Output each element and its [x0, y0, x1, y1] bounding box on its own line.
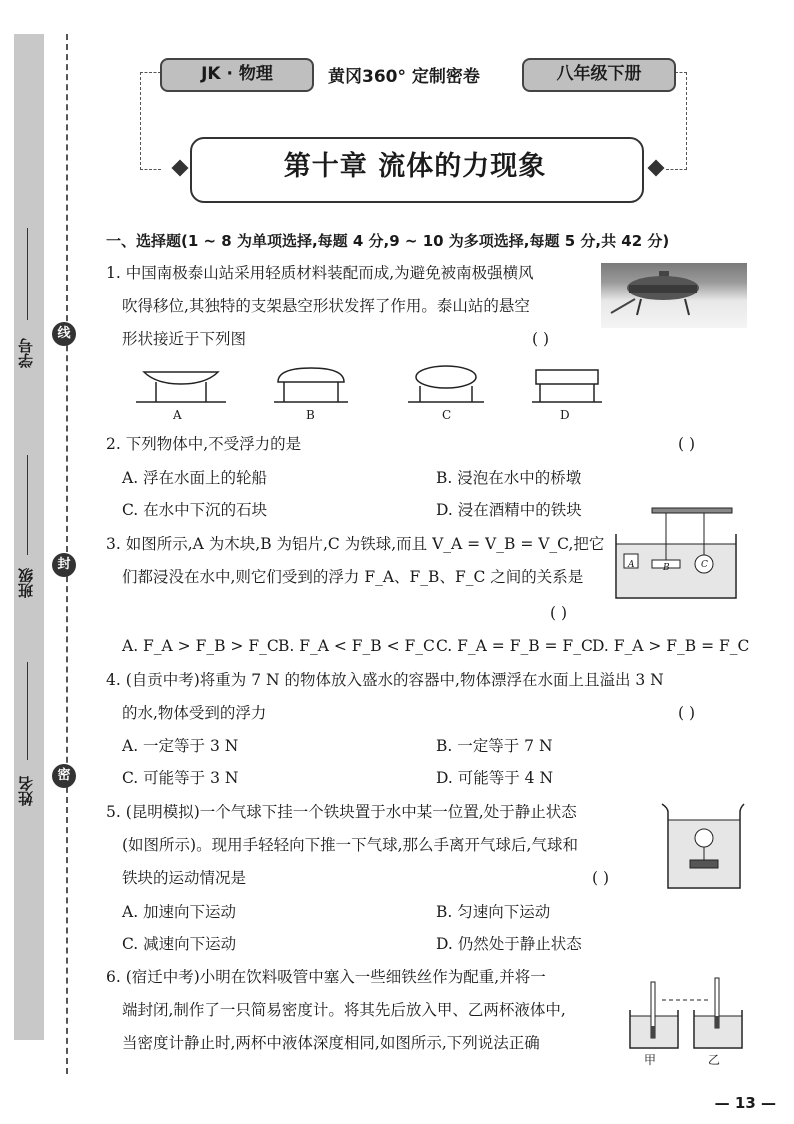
- binding-sidebar: [14, 34, 44, 1040]
- page-number: — 13 —: [714, 1094, 776, 1112]
- q3-figure: [614, 506, 738, 602]
- q5-option-d[interactable]: D. 仍然处于静止状态: [436, 935, 582, 953]
- student-id-label: 学号: [17, 338, 35, 368]
- name-blank[interactable]: [27, 662, 28, 760]
- q6-line-3: 当密度计静止时,两杯中液体深度相同,如图所示,下列说法正确: [122, 1034, 540, 1052]
- q5-option-b[interactable]: B. 匀速向下运动: [436, 903, 551, 921]
- subject-pill: JK · 物理: [160, 58, 314, 92]
- series-title: 黄冈360° 定制密卷: [328, 67, 480, 87]
- q4-option-a[interactable]: A. 一定等于 3 N: [122, 737, 239, 755]
- q3-option-c[interactable]: C. F_A = F_B = F_C: [436, 637, 593, 655]
- q5-line-2: (如图所示)。现用手轻轻向下推一下气球,那么手离开气球后,气球和: [122, 836, 578, 854]
- q5-answer-bracket[interactable]: ( ): [592, 869, 610, 887]
- q3-figure-label-a: A: [628, 560, 635, 570]
- q1-answer-bracket[interactable]: ( ): [532, 330, 550, 348]
- q1-shape-label-b: B: [306, 408, 315, 422]
- q6-figure: [628, 976, 748, 1052]
- q4-option-c[interactable]: C. 可能等于 3 N: [122, 769, 239, 787]
- chapter-title: 第十章 流体的力现象: [283, 151, 547, 182]
- q4-option-b[interactable]: B. 一定等于 7 N: [436, 737, 553, 755]
- q6-line-1: 6. (宿迁中考)小明在饮料吸管中塞入一些细铁丝作为配重,并将一: [106, 968, 546, 986]
- taishan-station-photo: [601, 263, 747, 328]
- left-diamond-icon: [172, 160, 189, 177]
- q2-option-a[interactable]: A. 浮在水面上的轮船: [122, 469, 268, 487]
- q3-option-b[interactable]: B. F_A < F_B < F_C: [278, 637, 435, 655]
- q1-line-2: 吹得移位,其独特的支架悬空形状发挥了作用。泰山站的悬空: [122, 297, 530, 315]
- q3-line-2: 们都浸没在水中,则它们受到的浮力 F_A、F_B、F_C 之间的关系是: [122, 568, 584, 586]
- seal-seal-mark: 封: [52, 553, 76, 577]
- section-title: 一、选择题(1 ~ 8 为单项选择,每题 4 分,9 ~ 10 为多项选择,每题 5 分,共 42 分): [106, 232, 670, 250]
- q4-line-1: 4. (自贡中考)将重为 7 N 的物体放入盛水的容器中,物体漂浮在水面上且溢出 3 N: [106, 671, 664, 689]
- q3-line-1: 3. 如图所示,A 为木块,B 为铝片,C 为铁球,而且 V_A = V_B = V_C,把它: [106, 535, 605, 553]
- taishan-station-icon: [601, 263, 747, 328]
- q1-shapes-figure: [136, 362, 636, 407]
- name-label: 姓名: [17, 776, 35, 806]
- q3-option-a[interactable]: A. F_A > F_B > F_C: [122, 637, 279, 655]
- header-bracket-left: [140, 72, 161, 170]
- q6-figure-label-jia: 甲: [644, 1053, 657, 1067]
- grade-pill: 八年级下册: [522, 58, 676, 92]
- q2-answer-bracket[interactable]: ( ): [678, 435, 696, 453]
- q2-option-b[interactable]: B. 浸泡在水中的桥墩: [436, 469, 582, 487]
- q1-shape-label-d: D: [560, 408, 570, 422]
- q3-option-d[interactable]: D. F_A > F_B = F_C: [592, 637, 750, 655]
- q1-line-3: 形状接近于下列图: [122, 330, 247, 348]
- seal-secret-mark: 密: [52, 764, 76, 788]
- q5-line-1: 5. (昆明模拟)一个气球下挂一个铁块置于水中某一位置,处于静止状态: [106, 803, 577, 821]
- q1-shape-label-c: C: [442, 408, 452, 422]
- q2-option-c[interactable]: C. 在水中下沉的石块: [122, 501, 268, 519]
- q6-line-2: 端封闭,制作了一只简易密度计。将其先后放入甲、乙两杯液体中,: [122, 1001, 566, 1019]
- q2-stem: 2. 下列物体中,不受浮力的是: [106, 435, 302, 453]
- q5-line-3: 铁块的运动情况是: [122, 869, 247, 887]
- q1-shape-label-a: A: [173, 408, 182, 422]
- seal-line-mark: 线: [52, 322, 76, 346]
- q6-figure-label-yi: 乙: [708, 1053, 721, 1067]
- q2-option-d[interactable]: D. 浸在酒精中的铁块: [436, 501, 582, 519]
- q1-line-1: 1. 中国南极泰山站采用轻质材料装配而成,为避免被南极强横风: [106, 264, 534, 282]
- class-blank[interactable]: [27, 455, 28, 555]
- q4-option-d[interactable]: D. 可能等于 4 N: [436, 769, 554, 787]
- q4-line-2: 的水,物体受到的浮力: [122, 704, 267, 722]
- q4-answer-bracket[interactable]: ( ): [678, 704, 696, 722]
- class-label: 班级: [17, 568, 35, 598]
- q5-option-c[interactable]: C. 减速向下运动: [122, 935, 237, 953]
- q5-option-a[interactable]: A. 加速向下运动: [122, 903, 237, 921]
- student-id-blank[interactable]: [27, 228, 28, 320]
- q5-figure: [660, 802, 746, 892]
- right-diamond-icon: [648, 160, 665, 177]
- q3-figure-label-b: B: [663, 563, 670, 573]
- q3-answer-bracket[interactable]: ( ): [550, 604, 568, 622]
- q3-figure-label-c: C: [701, 560, 708, 570]
